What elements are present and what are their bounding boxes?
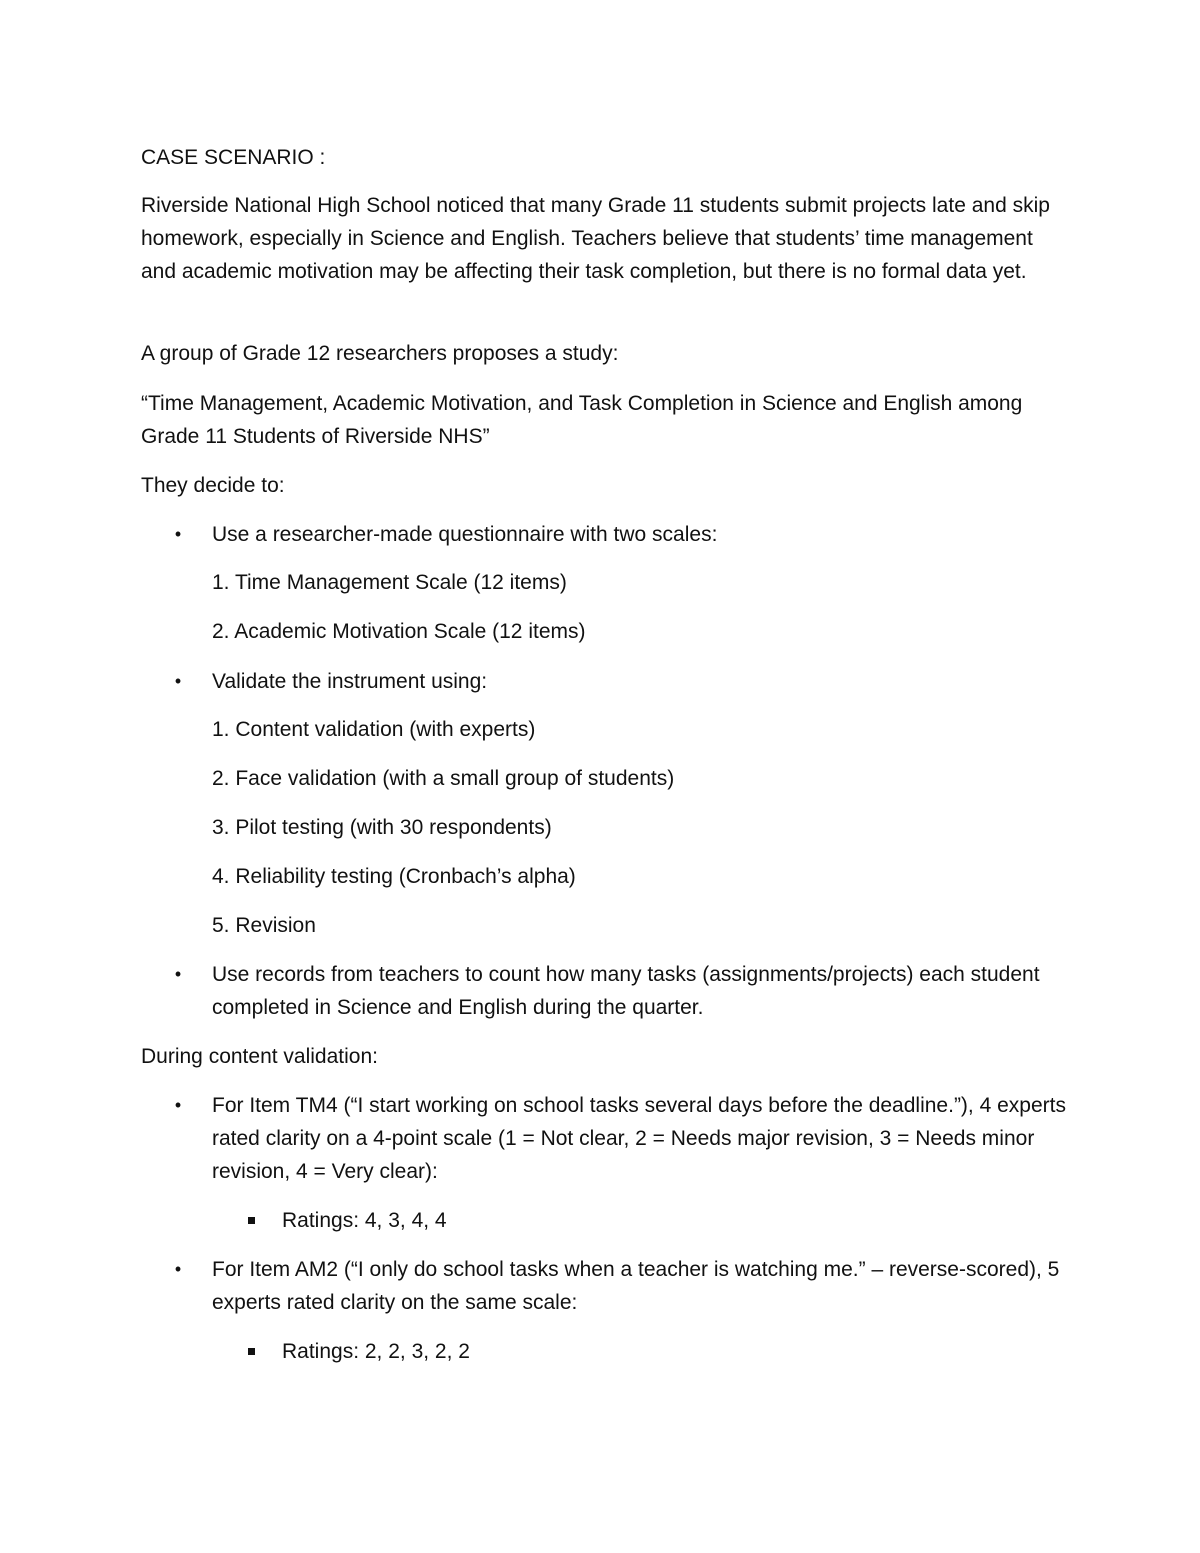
intro-paragraph: Riverside National High School noticed that many Grade 11 students submit projects late and skip homework, especially in Science and English. Teachers believe that students’ time management and academic motivation may be affecting their task completion, but there is no formal data yet. xyxy=(141,194,1050,283)
content-validation-heading: During content validation: xyxy=(141,1045,378,1068)
study-title: “Time Management, Academic Motivation, and Task Completion in Science and English among Grade 11 Students of Riverside NHS” xyxy=(141,392,1023,448)
ratings-text: Ratings: 2, 2, 3, 2, 2 xyxy=(282,1340,470,1363)
bullet-text: Validate the instrument using: xyxy=(212,670,488,693)
validation-step: 2. Face validation (with a small group of students) xyxy=(212,767,675,790)
item-description: For Item TM4 (“I start working on school tasks several days before the deadline.”), 4 experts rated clarity on a 4-point scale (1 = Not clear, 2 = Needs major revision, 3 = Needs minor revision, 4 = Very clear): xyxy=(212,1094,1066,1183)
bullet-text: Use records from teachers to count how many tasks (assignments/projects) each student completed in Science and English during the quarter. xyxy=(212,963,1040,1019)
square-bullet-icon xyxy=(248,1217,255,1224)
validation-step: 4. Reliability testing (Cronbach’s alpha) xyxy=(212,865,576,888)
bullet-dot-icon: • xyxy=(174,1259,182,1279)
validation-step: 3. Pilot testing (with 30 respondents) xyxy=(212,816,552,839)
proposal-line: A group of Grade 12 researchers proposes a study: xyxy=(141,342,619,365)
bullet-dot-icon: • xyxy=(174,671,182,691)
square-bullet-icon xyxy=(248,1348,255,1355)
scale-item: 2. Academic Motivation Scale (12 items) xyxy=(212,620,586,643)
ratings-text: Ratings: 4, 3, 4, 4 xyxy=(282,1209,447,1232)
validation-step: 1. Content validation (with experts) xyxy=(212,718,536,741)
decide-line: They decide to: xyxy=(141,474,285,497)
item-description: For Item AM2 (“I only do school tasks when a teacher is watching me.” – reverse-scored), 5 experts rated clarity on the same scale: xyxy=(212,1258,1060,1314)
bullet-text: Use a researcher-made questionnaire with two scales: xyxy=(212,523,718,546)
scale-item: 1. Time Management Scale (12 items) xyxy=(212,571,567,594)
case-heading: CASE SCENARIO : xyxy=(141,146,326,169)
bullet-dot-icon: • xyxy=(174,964,182,984)
validation-step: 5. Revision xyxy=(212,914,316,937)
bullet-dot-icon: • xyxy=(174,1095,182,1115)
bullet-dot-icon: • xyxy=(174,524,182,544)
